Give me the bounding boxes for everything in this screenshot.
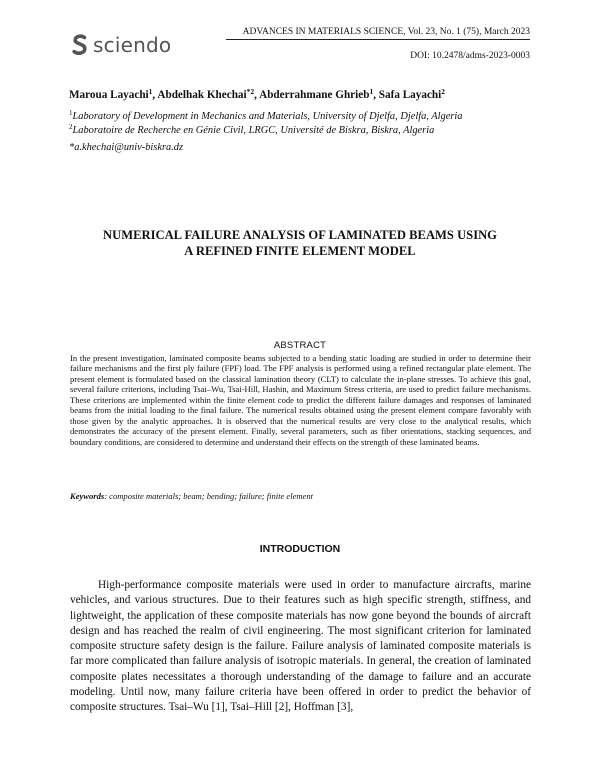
doi: DOI: 10.2478/adms-2023-0003	[410, 51, 530, 61]
sciendo-s-logo-icon	[71, 34, 89, 56]
journal-citation: ADVANCES IN MATERIALS SCIENCE, Vol. 23, No. 1 (75), March 2023	[226, 27, 530, 40]
logo-text: sciendo	[93, 33, 172, 57]
abstract-text: In the present investigation, laminated composite beams subjected to a bending static loading are studied in order to determine their failure mechanisms and the first ply failure (FPF) load. The FPF analysis is performed using a refined rectangular plate element. The present element is formulated based on the classical lamination theory (CLT) to calculate the in-plane stresses. To achieve this goal, several failure criterions, including Tsai–Wu, Tsai-Hill, Hashin, and Maximum Stress criteria, are used to predict failure mechanisms. These criterions are implemented within the finite element code to predict the different failure damages and responses of laminated beams from the initial loading to the final failure. The numerical results obtained using the present element compare favorably with those given by the analytic approaches. It is observed that the numerical results are very close to the analytical results, which demonstrates the accuracy of the present element. Finally, several parameters, such as fiber orientations, stacking sequences, and boundary conditions, are considered to determine and understand their effects on the strength of these laminated beams.	[70, 353, 531, 447]
paper-title	[60, 227, 540, 259]
author: Abderrahmane Ghrieb$^1$,	[259, 87, 379, 101]
author-list	[69, 85, 445, 102]
title-line: A REFINED FINITE ELEMENT MODEL	[184, 244, 416, 258]
affiliation: $^1$Laboratory of Development in Mechanics and Materials, University of Djelfa, Djelfa, Algeria	[69, 109, 463, 122]
title-line: NUMERICAL FAILURE ANALYSIS OF LAMINATED BEAMS USING	[103, 228, 497, 242]
corresponding-email: *a.khechai@univ-biskra.dz	[69, 142, 184, 153]
keywords-text: : composite materials; beam; bending; failure; finite element	[104, 491, 313, 501]
keywords-label: Keywords	[70, 491, 105, 501]
author: Abdelhak Khechai$^{*2}$,	[157, 87, 260, 101]
abstract-heading: ABSTRACT	[273, 340, 327, 351]
affiliation: $^2$Laboratoire de Recherche en Génie Civil, LRGC, Université de Biskra, Biskra, Algeria	[69, 123, 435, 136]
introduction-text: High-performance composite materials were used in order to manufacture aircrafts, marine vehicles, and various structures. Due to their features such as high specific strength, stiffness, and lightweight, the application of these composite materials has now gone beyond the bounds of aircraft design and has reached the realm of civil engineering. The most significant criterion for laminated composite structure safety design is the failure. Failure analysis of laminated composite materials is far more complicated than failure analysis of isotropic materials. In general, the creation of laminated composite plates necessitates a thorough understanding of the damage to failure and an accurate modeling. Until now, many failure criteria have been offered in order to predict the behavior of composite structures. Tsai–Wu [1], Tsai–Hill [2], Hoffman [3],	[70, 579, 531, 714]
author: Maroua Layachi$^1$,	[69, 87, 158, 101]
introduction-heading: INTRODUCTION	[259, 543, 341, 555]
keywords	[70, 491, 531, 502]
publisher-logo	[71, 34, 171, 56]
author: Safa Layachi$^2$	[378, 87, 446, 101]
